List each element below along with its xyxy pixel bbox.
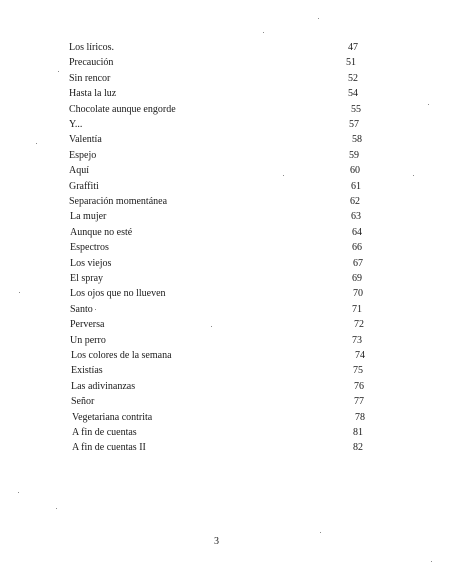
toc-entry [0, 379, 450, 395]
toc-entry [0, 102, 450, 118]
toc-entry-page: 55 [351, 103, 361, 115]
toc-entry-page: 70 [353, 288, 363, 300]
toc-entry-title: Espectros [70, 242, 109, 254]
toc-entry-title: La mujer [70, 211, 107, 223]
toc-entry [0, 286, 450, 302]
toc-entry-page: 77 [354, 396, 364, 408]
scan-speck [428, 104, 429, 105]
toc-entry-title: Perversa [70, 319, 105, 331]
toc-entry-page: 76 [354, 380, 364, 392]
toc-entry-page: 69 [352, 273, 362, 284]
toc-entry-title: Los líricos. [69, 42, 114, 53]
toc-entry-title: Chocolate aunque engorde [69, 103, 176, 115]
toc-entry [0, 333, 450, 349]
toc-entry-page: 51 [346, 57, 356, 69]
toc-entry-page: 73 [352, 334, 362, 346]
toc-entry-title: Existías [71, 365, 103, 377]
toc-entry [0, 410, 450, 426]
toc-entry-page: 52 [348, 72, 358, 84]
toc-entry [0, 163, 450, 179]
toc-entry-title: Y... [69, 119, 83, 130]
toc-entry [0, 240, 450, 256]
toc-entry-title: Sin rencor [69, 72, 111, 84]
scan-speck [211, 326, 212, 327]
toc-entry-title: Un perro [70, 334, 106, 346]
scan-speck [431, 561, 432, 562]
toc-entry-title: Hasta la luz [69, 88, 117, 100]
toc-entry [0, 40, 450, 56]
toc-entry-page: 54 [348, 88, 358, 100]
toc-entry-title: Aquí [69, 165, 89, 177]
toc-entry-title: Las adivinanzas [71, 380, 136, 392]
toc-entry [0, 394, 450, 410]
toc-entry-title: El spray [70, 273, 104, 284]
toc-entry-title: Los ojos que no llueven [70, 288, 166, 300]
toc-entry-title: Graffiti [69, 180, 99, 192]
scan-speck [320, 532, 321, 533]
toc-entry [0, 209, 450, 225]
toc-entry-title: Señor [71, 396, 95, 408]
toc-entry-page: 75 [353, 365, 363, 377]
scan-speck [283, 175, 284, 176]
scan-speck [95, 309, 96, 310]
toc-entry-title: Espejo [69, 149, 97, 161]
toc-entry-title: Los colores de la semana [71, 350, 172, 361]
toc-entry [0, 348, 450, 364]
toc-entry [0, 317, 450, 333]
toc-entry-title: Separación momentánea [69, 196, 168, 207]
toc-entry-page: 78 [355, 411, 365, 423]
scan-speck [36, 143, 37, 144]
toc-entry-page: 59 [349, 149, 359, 161]
toc-entry-title: Los viejos [70, 257, 112, 269]
toc-entry [0, 425, 450, 441]
toc-entry-page: 81 [353, 427, 363, 438]
toc-entry-page: 64 [352, 226, 362, 238]
scan-speck [19, 292, 20, 293]
toc-entry-title: Aunque no esté [70, 226, 133, 238]
toc-entry-page: 72 [354, 319, 364, 331]
scan-speck [413, 175, 414, 176]
toc-entry-page: 57 [349, 119, 359, 130]
toc-entry [0, 271, 450, 287]
toc-entry [0, 148, 450, 164]
scan-speck [263, 32, 264, 33]
page-number: 3 [214, 536, 219, 547]
toc-entry-title: A fin de cuentas II [72, 442, 146, 454]
toc-entry-page: 58 [352, 134, 362, 146]
toc-entry-title: A fin de cuentas [72, 427, 137, 438]
toc-entry [0, 302, 450, 318]
toc-entry-page: 62 [350, 196, 360, 207]
toc-entry [0, 86, 450, 102]
toc-entry [0, 256, 450, 272]
toc-entry [0, 363, 450, 379]
toc-entry-title: Valentía [69, 134, 102, 146]
toc-entry-page: 63 [351, 211, 361, 223]
toc-entry [0, 194, 450, 210]
scan-speck [318, 18, 319, 19]
toc-entry [0, 440, 450, 456]
toc-entry-title: Vegetariana contrita [72, 411, 153, 423]
toc-entry [0, 225, 450, 241]
toc-entry-page: 66 [352, 242, 362, 254]
toc-entry-page: 60 [350, 165, 360, 177]
toc-entry [0, 117, 450, 133]
scan-speck [56, 508, 57, 509]
toc-entry-page: 74 [355, 350, 365, 361]
toc-entry [0, 55, 450, 71]
toc-entry [0, 132, 450, 148]
toc-entry-page: 47 [348, 42, 358, 53]
toc-entry-title: Precaución [69, 57, 114, 69]
toc-entry-page: 82 [353, 442, 363, 454]
toc-entry-page: 61 [351, 180, 361, 192]
toc-entry [0, 179, 450, 195]
toc-entry-page: 71 [352, 303, 362, 315]
toc-entry [0, 71, 450, 87]
toc-entry-title: Santo [70, 303, 93, 315]
scan-speck [18, 492, 19, 493]
toc-entry-page: 67 [353, 257, 363, 269]
scan-speck [58, 71, 59, 72]
